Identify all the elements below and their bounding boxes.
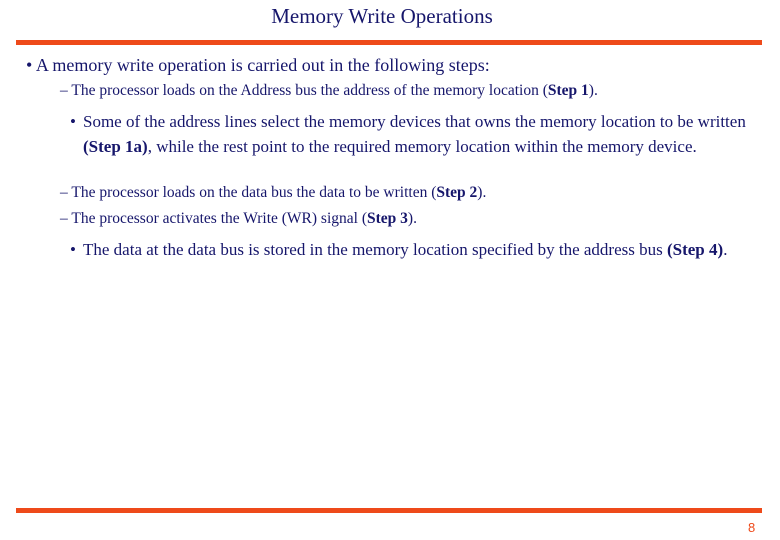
top-divider [16,40,762,45]
step1a-suffix: , while the rest point to the required memory location within the memory device. [147,137,697,156]
page-number: 8 [748,520,756,535]
sub-sub-bullet-step4 [70,237,770,262]
step1-text: The processor loads on the Address bus the address of the memory location ( [71,82,548,99]
bottom-divider [16,508,762,513]
bullet-marker: • [26,55,33,75]
step4-label: (Step 4) [666,240,724,259]
dash-marker: – [60,210,68,227]
step1-suffix: ). [588,82,598,99]
step1a-label: (Step 1a) [83,137,148,156]
bullet-main [26,55,490,76]
sub-sub-bullet-step1a [70,109,770,159]
step1a-text: Some of the address lines select the memory devices that owns the memory location to be written [83,112,746,131]
sub-bullet-step2 [60,184,486,202]
bullet-main-text: A memory write operation is carried out in the following steps: [35,55,490,75]
step4-text: The data at the data bus is stored in the memory location specified by the address bus [83,240,667,259]
sub-bullet-step3 [60,210,417,228]
step2-label: Step 2 [436,184,478,201]
step1-label: Step 1 [547,82,589,99]
bullet-marker: • [70,112,76,131]
dash-marker: – [60,184,68,201]
step2-text: The processor loads on the data bus the data to be written ( [71,184,437,201]
step4-suffix: . [723,240,728,259]
step3-text: The processor activates the Write (WR) signal ( [71,210,367,227]
bullet-marker: • [70,240,76,259]
dash-marker: – [60,82,68,99]
step3-suffix: ). [407,210,417,227]
step2-suffix: ). [477,184,487,201]
step3-label: Step 3 [367,210,408,227]
slide-title: Memory Write Operations [271,4,493,28]
sub-bullet-step1 [60,82,598,100]
